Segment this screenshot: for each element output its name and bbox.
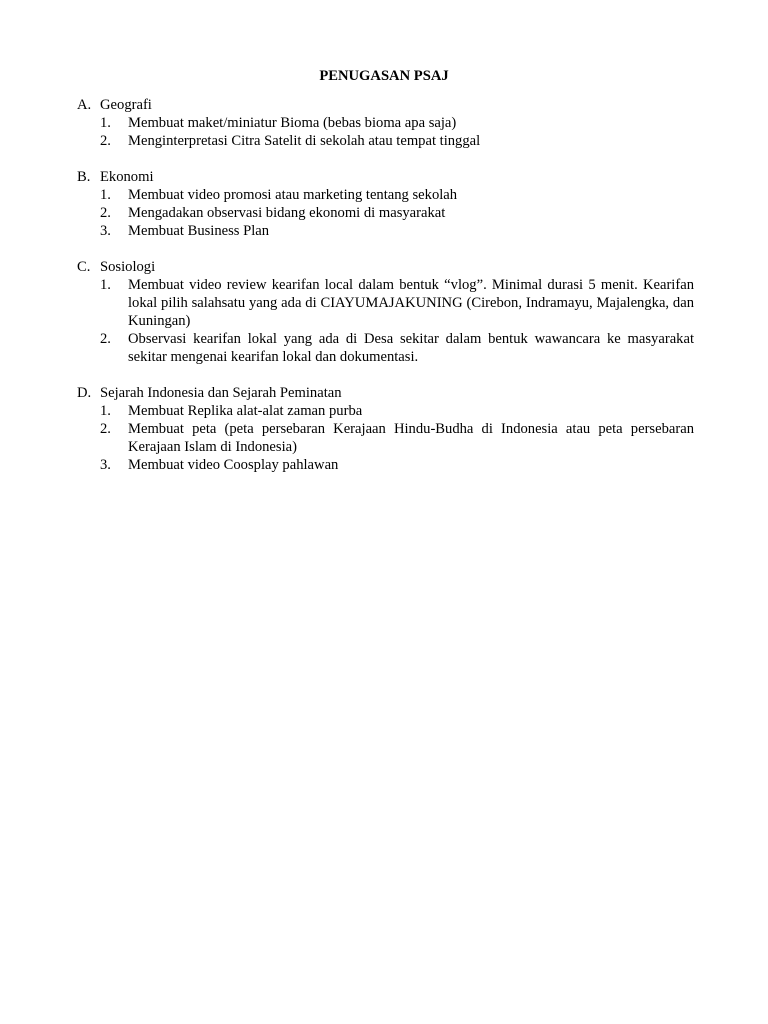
list-item [100,114,694,132]
section-heading [77,168,694,186]
section-title: Geografi [100,97,152,113]
item-number: 2. [100,133,111,149]
section-heading [77,384,694,402]
section-title: Ekonomi [100,169,154,185]
item-text: Menginterpretasi Citra Satelit di sekolah atau tempat tinggal [128,133,481,149]
page-title: PENUGASAN PSAJ [319,68,449,84]
item-text: Membuat Business Plan [128,223,270,239]
item-number: 2. [100,205,111,221]
item-text: Membuat video Coosplay pahlawan [128,457,339,473]
list-item [100,132,694,150]
list-item [100,276,694,330]
list-item [100,330,694,366]
section-letter: A. [77,97,92,113]
section-sosiologi [77,258,694,366]
item-list [100,186,694,240]
section-letter: B. [77,169,91,185]
item-number: 2. [100,331,111,347]
section-letter: D. [77,385,92,401]
item-text: Membuat video promosi atau marketing tentang sekolah [128,187,458,203]
section-title: Sejarah Indonesia dan Sejarah Peminatan [100,385,342,401]
item-number: 1. [100,277,111,293]
list-item [100,204,694,222]
item-text: Mengadakan observasi bidang ekonomi di masyarakat [128,205,446,221]
section-title: Sosiologi [100,259,156,275]
section-ekonomi [77,168,694,240]
item-text: Membuat peta (peta persebaran Kerajaan Hindu-Budha di Indonesia atau peta persebaran Kerajaan Islam di Indonesia) [128,421,694,455]
item-text: Membuat maket/miniatur Bioma (bebas bioma apa saja) [128,115,457,131]
item-number: 1. [100,187,111,203]
item-text: Membuat Replika alat-alat zaman purba [128,403,363,419]
section-heading [77,258,694,276]
section-letter: C. [77,259,91,275]
list-item [100,402,694,420]
list-item [100,222,694,240]
item-list [100,402,694,474]
item-number: 1. [100,115,111,131]
section-geografi [77,96,694,150]
document-body [77,96,694,492]
list-item [100,420,694,456]
section-heading [77,96,694,114]
item-text: Membuat video review kearifan local dalam bentuk “vlog”. Minimal durasi 5 menit. Kearifan lokal pilih salahsatu yang ada di CIAYUMAJAKUNING (Cirebon, Indramayu, Majalengka, dan Kuningan) [128,277,694,329]
section-sejarah [77,384,694,474]
item-number: 2. [100,421,111,437]
item-list [100,276,694,366]
item-number: 3. [100,457,111,473]
item-number: 3. [100,223,111,239]
item-text: Observasi kearifan lokal yang ada di Desa sekitar dalam bentuk wawancara ke masyarakat sekitar mengenai kearifan lokal dan dokumentasi. [128,331,694,365]
list-item [100,456,694,474]
item-list [100,114,694,150]
item-number: 1. [100,403,111,419]
list-item [100,186,694,204]
